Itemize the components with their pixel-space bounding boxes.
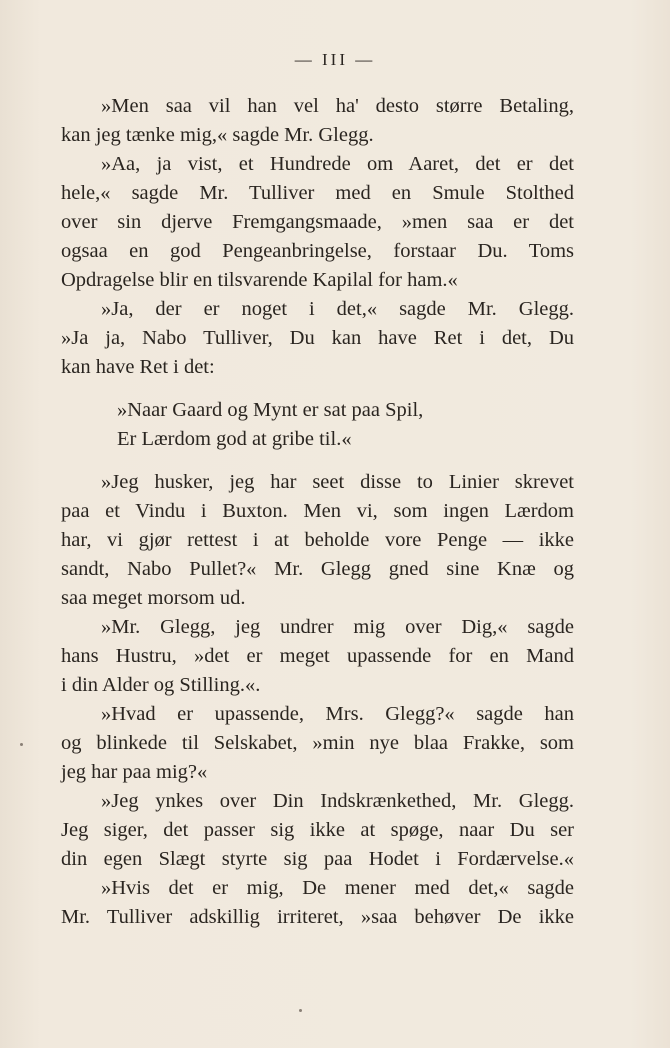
text-line: kan jeg tænke mig,« sagde Mr. Glegg. (61, 124, 374, 146)
text-line: »Mr. Glegg, jeg undrer mig over Dig,« sagde (101, 616, 574, 638)
text-line: Jeg siger, det passer sig ikke at spøge, naar Du ser (61, 819, 574, 841)
text-line: og blinkede til Selskabet, »min nye blaa Frakke, som (61, 732, 574, 754)
text-line: hele,« sagde Mr. Tulliver med en Smule Stolthed (61, 182, 574, 204)
text-line: over sin djerve Fremgangsmaade, »men saa er det (61, 211, 574, 233)
text-line: »Ja ja, Nabo Tulliver, Du kan have Ret i det, Du (61, 327, 574, 349)
text-line: i din Alder og Stilling.«. (61, 674, 261, 696)
text-line: ogsaa en god Pengeanbringelse, forstaar Du. Toms (61, 240, 574, 262)
text-line: kan have Ret i det: (61, 356, 215, 378)
paper-speck (20, 743, 23, 746)
text-line: »Hvis det er mig, De mener med det,« sagde (101, 877, 574, 899)
text-line: har, vi gjør rettest i at beholde vore Penge — ikke (61, 529, 574, 551)
text-line: paa et Vindu i Buxton. Men vi, som ingen Lærdom (61, 500, 574, 522)
text-line: sandt, Nabo Pullet?« Mr. Glegg gned sine Knæ og (61, 558, 574, 580)
page-number-header: — III — (294, 50, 376, 69)
body-text (61, 92, 574, 932)
text-line: »Aa, ja vist, et Hundrede om Aaret, det er det (101, 153, 574, 175)
text-line: »Ja, der er noget i det,« sagde Mr. Glegg. (101, 298, 574, 320)
text-line: Mr. Tulliver adskillig irriteret, »saa behøver De ikke (61, 906, 574, 928)
text-line: »Men saa vil han vel ha' desto større Betaling, (101, 95, 574, 117)
text-line: din egen Slægt styrte sig paa Hodet i Fordærvelse.« (61, 848, 574, 870)
text-line: »Hvad er upassende, Mrs. Glegg?« sagde han (101, 703, 574, 725)
text-line: hans Hustru, »det er meget upassende for en Mand (61, 645, 574, 667)
text-line: »Jeg husker, jeg har seet disse to Linier skrevet (101, 471, 574, 493)
text-line: saa meget morsom ud. (61, 587, 246, 609)
text-line: jeg har paa mig?« (61, 761, 208, 783)
text-line: Opdragelse blir en tilsvarende Kapilal for ham.« (61, 269, 458, 291)
paper-speck (299, 1009, 302, 1012)
verse-line: »Naar Gaard og Mynt er sat paa Spil, (117, 399, 424, 421)
text-line: »Jeg ynkes over Din Indskrænkethed, Mr. Glegg. (101, 790, 574, 812)
verse-line: Er Lærdom god at gribe til.« (117, 428, 352, 450)
